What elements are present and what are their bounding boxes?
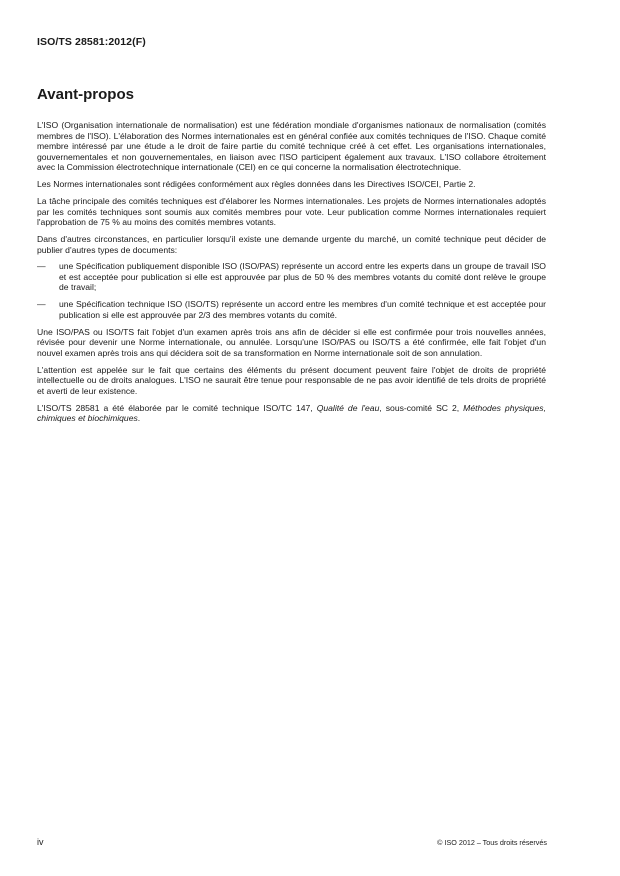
subcommittee-title: Méthodes physiques, chimiques et biochimiques (37, 402, 546, 424)
foreword-body (37, 120, 546, 430)
page-title: Avant-propos (37, 86, 134, 103)
paragraph-elaboration (37, 403, 546, 424)
paragraph: L'ISO (Organisation internationale de normalisation) est une fédération mondiale d'organismes nationaux de normalisation (comités membres de l'ISO). L'élaboration des Normes internationales est en général confiée aux comités techniques de l'ISO. Chaque comité membre intéressé par une étude a le droit de faire partie du comité technique créé à cet effet. Les organisations internationales, gouvernementales et non gouvernementales, en liaison avec l'ISO participent également aux travaux. L'ISO collabore étroitement avec la Commission électrotechnique internationale (CEI) en ce qui concerne la normalisation électrotechnique. (37, 120, 546, 173)
paragraph: Dans d'autres circonstances, en particulier lorsqu'il existe une demande urgente du marché, un comité technique peut décider de publier d'autres types de documents: (37, 233, 546, 255)
elaboration-middle: , sous-comité SC 2, (379, 402, 464, 413)
page-number: iv (37, 837, 44, 847)
paragraph: Une ISO/PAS ou ISO/TS fait l'objet d'un examen après trois ans afin de décider si elle est confirmée pour trois nouvelles années, révisée pour devenir une Norme internationale, ou annulée. Lorsqu'une ISO/PAS ou ISO/TS a été confirmée, elle fait l'objet d'un nouvel examen après trois ans qui décidera soit de sa transformation en Norme internationale soit de son annulation. (37, 326, 546, 358)
elaboration-suffix: . (137, 413, 141, 424)
list-item (37, 299, 546, 320)
paragraph: Les Normes internationales sont rédigées conformément aux règles données dans les Directives ISO/CEI, Partie 2. (37, 179, 476, 190)
committee-title: Qualité de l'eau (316, 402, 380, 413)
paragraph: L'attention est appelée sur le fait que certains des éléments du présent document peuvent faire l'objet de droits de propriété intellectuelle ou de droits analogues. L'ISO ne saurait être tenue pour responsable de ne pas avoir identifié de tels droits de propriété et averti de leur existence. (37, 364, 546, 396)
copyright-notice: © ISO 2012 – Tous droits réservés (437, 838, 547, 847)
document-identifier: ISO/TS 28581:2012(F) (37, 36, 146, 48)
list-item-text: une Spécification technique ISO (ISO/TS) représente un accord entre les membres d'un comité technique et est acceptée pour publication si elle est approuvée par 2/3 des membres votants du comité. (59, 299, 546, 320)
list-item-text: une Spécification publiquement disponible ISO (ISO/PAS) représente un accord entre les experts dans un groupe de travail ISO et est acceptée pour publication si elle est approuvée par plus de 50 % des membres votants du comité dont relève le groupe de travail; (59, 261, 546, 293)
list-dash: — (37, 299, 46, 310)
list-item (37, 261, 546, 293)
paragraph: La tâche principale des comités techniques est d'élaborer les Normes internationales. Les projets de Normes internationales adoptés par les comités techniques sont soumis aux comités membres pour vote. Leur publication comme Normes internationales requiert l'approbation de 75 % au moins des comités membres votants. (37, 195, 546, 228)
elaboration-prefix: L'ISO/TS 28581 a été élaborée par le comité technique ISO/TC 147, (37, 402, 317, 413)
list-dash: — (37, 261, 46, 272)
